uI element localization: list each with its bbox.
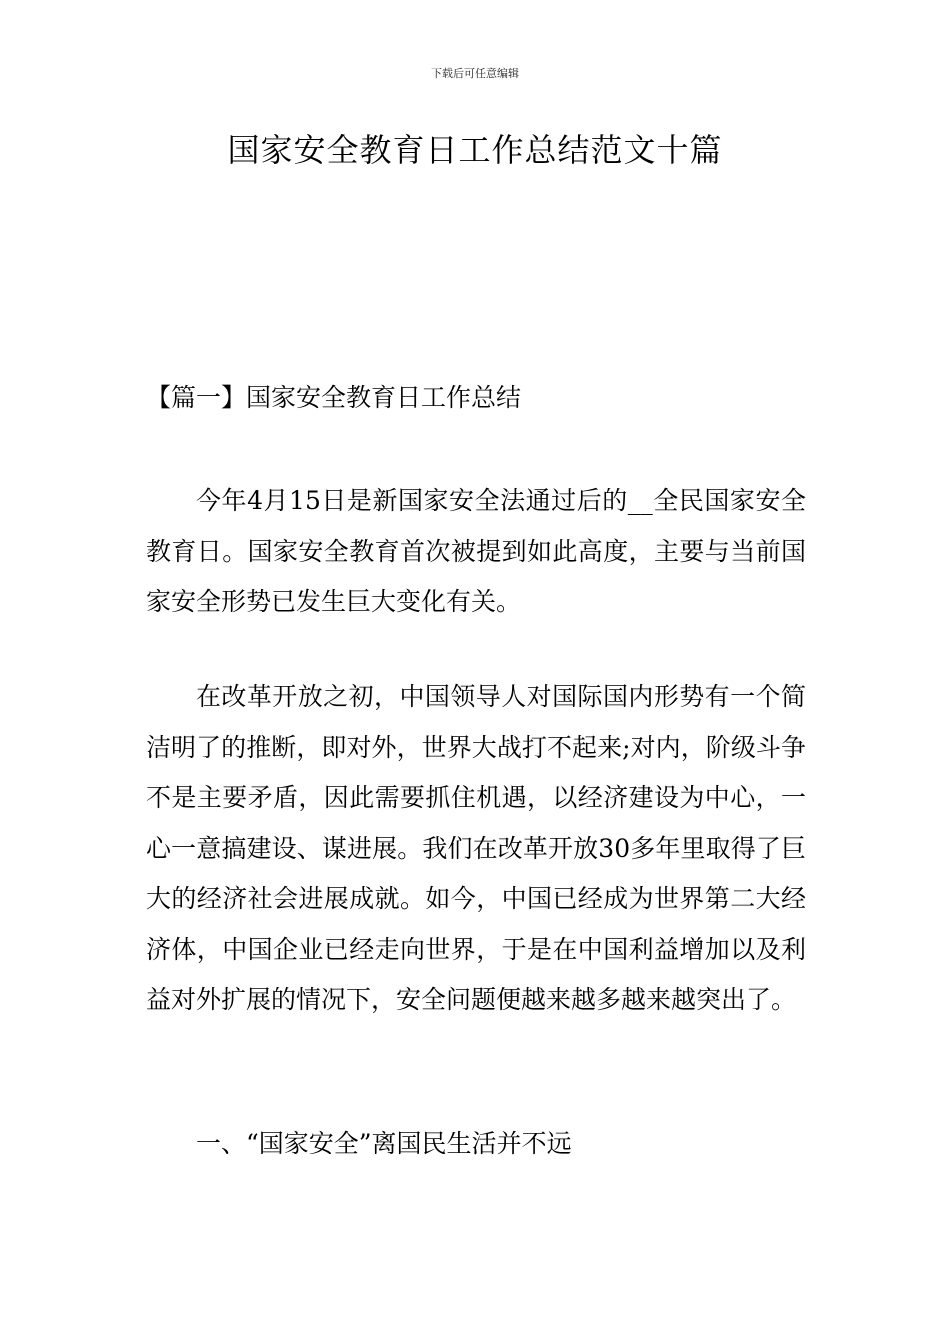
document-title: 国家安全教育日工作总结范文十篇 [227,131,723,169]
body-paragraph-1: 今年4月15日是新国家安全法通过后的__全民国家安全教育日。国家安全教育首次被提到如此高度，主要与当前国家安全形势已发生巨大变化有关。 [146,486,806,616]
section-heading: 【篇一】国家安全教育日工作总结 [146,383,522,412]
header-note: 下载后可任意编辑 [431,67,519,80]
body-paragraph-2: 在改革开放之初，中国领导人对国际国内形势有一个简洁明了的推断，即对外，世界大战打不起来;对内，阶级斗争不是主要矛盾，因此需要抓住机遇，以经济建设为中心，一心一意搞建设、谋进展。我们在改革开放30多年里取得了巨大的经济社会进展成就。如今，中国已经成为世界第二大经济体，中国企业已经走向世界，于是在中国利益增加以及利益对外扩展的情况下，安全问题便越来越多越来越突出了。 [146,682,806,1014]
subheading-1: 一、“国家安全”离国民生活并不远 [196,1129,572,1158]
